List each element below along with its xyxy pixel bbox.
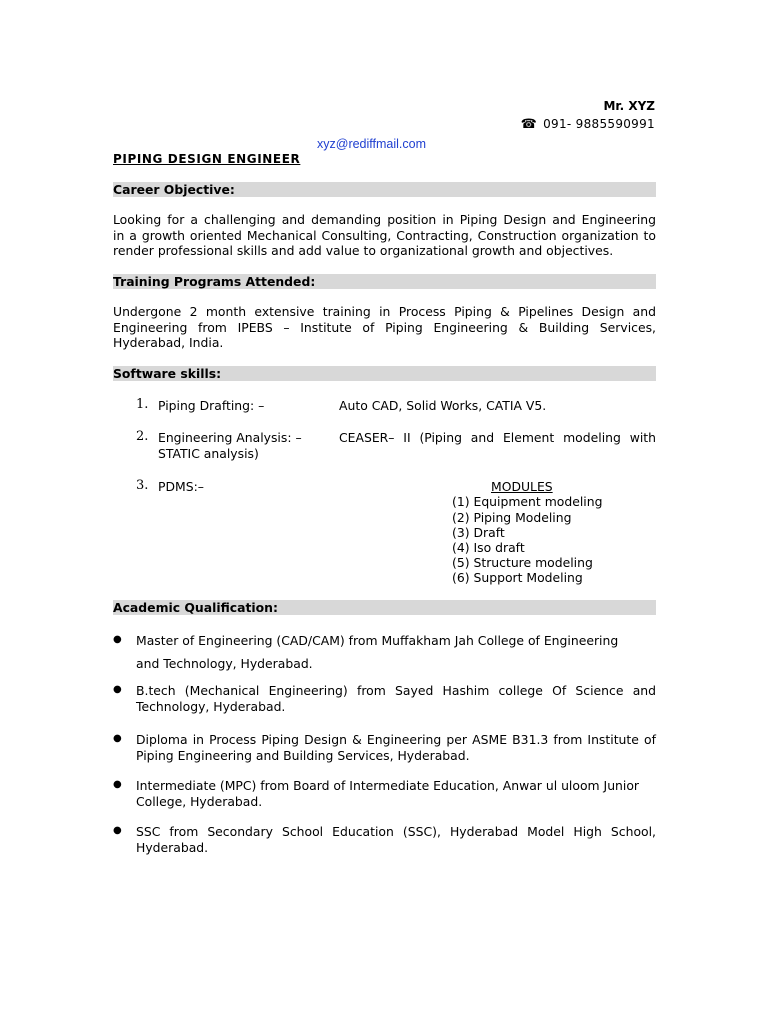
section-heading-academic: Academic Qualification: [113, 600, 656, 615]
list-number: 2. [136, 429, 149, 444]
qualification-line: Diploma in Process Piping Design & Engineering per ASME B31.3 from Institute of [136, 732, 656, 747]
qualification-line: Technology, Hyderabad. [136, 698, 286, 714]
phone-line [521, 117, 655, 132]
list-number: 3. [136, 478, 149, 493]
career-line: in a growth oriented Mechanical Consulting, Contracting, Construction organization to [113, 227, 656, 243]
skill-label: Piping Drafting: – [158, 398, 265, 413]
career-line: render professional skills and add value to organizational growth and objectives. [113, 243, 614, 258]
training-text [113, 304, 656, 351]
qualification-item [136, 633, 656, 671]
qualification-line: Hyderabad. [136, 839, 209, 855]
training-line: Undergone 2 month extensive training in Process Piping & Pipelines Design and [113, 304, 656, 319]
list-number: 1. [136, 397, 149, 412]
bullet-icon: ● [113, 779, 122, 790]
email-link[interactable]: xyz@rediffmail.com [317, 137, 427, 151]
section-heading-software: Software skills: [113, 366, 656, 381]
section-heading-career: Career Objective: [113, 182, 656, 197]
qualification-line: College, Hyderabad. [136, 793, 263, 809]
qualification-item [136, 683, 656, 714]
career-line: Looking for a challenging and demanding position in Piping Design and Engineering [113, 212, 656, 227]
qualification-line: SSC from Secondary School Education (SSC), Hyderabad Model High School, [136, 824, 656, 839]
bullet-icon: ● [113, 634, 122, 645]
qualification-item [136, 824, 656, 855]
candidate-name: Mr. XYZ [603, 99, 655, 113]
job-title: PIPING DESIGN ENGINEER [113, 152, 301, 166]
career-objective-text [113, 212, 656, 259]
module-item: (4) Iso draft [452, 540, 525, 555]
qualification-item [136, 732, 656, 763]
bullet-icon: ● [113, 733, 122, 744]
qualification-line: Piping Engineering and Building Services, Hyderabad. [136, 747, 470, 763]
training-line: Hyderabad, India. [113, 335, 224, 350]
bullet-icon: ● [113, 825, 122, 836]
skill-label: PDMS:– [158, 479, 204, 494]
skill-value: Auto CAD, Solid Works, CATIA V5. [339, 398, 547, 413]
qualification-item [136, 778, 656, 809]
module-item: (1) Equipment modeling [452, 494, 603, 509]
modules-heading: MODULES [491, 479, 553, 494]
phone-number: 091- 9885590991 [543, 117, 655, 131]
module-item: (3) Draft [452, 525, 505, 540]
section-heading-training: Training Programs Attended: [113, 274, 656, 289]
bullet-icon: ● [113, 684, 122, 695]
skill-label-continued: STATIC analysis) [158, 446, 259, 461]
telephone-icon: ☎ [520, 117, 538, 132]
qualification-line: Intermediate (MPC) from Board of Intermediate Education, Anwar ul uloom Junior [136, 778, 640, 793]
module-item: (6) Support Modeling [452, 570, 583, 585]
qualification-line: Master of Engineering (CAD/CAM) from Muffakham Jah College of Engineering [136, 633, 619, 648]
skill-value: CEASER– II (Piping and Element modeling with [339, 430, 656, 445]
qualification-line: and Technology, Hyderabad. [136, 656, 313, 671]
module-item: (5) Structure modeling [452, 555, 593, 570]
training-line: Engineering from IPEBS – Institute of Piping Engineering & Building Services, [113, 319, 656, 335]
qualification-line: B.tech (Mechanical Engineering) from Sayed Hashim college Of Science and [136, 683, 656, 698]
module-item: (2) Piping Modeling [452, 510, 572, 525]
skill-label: Engineering Analysis: – [158, 430, 302, 445]
